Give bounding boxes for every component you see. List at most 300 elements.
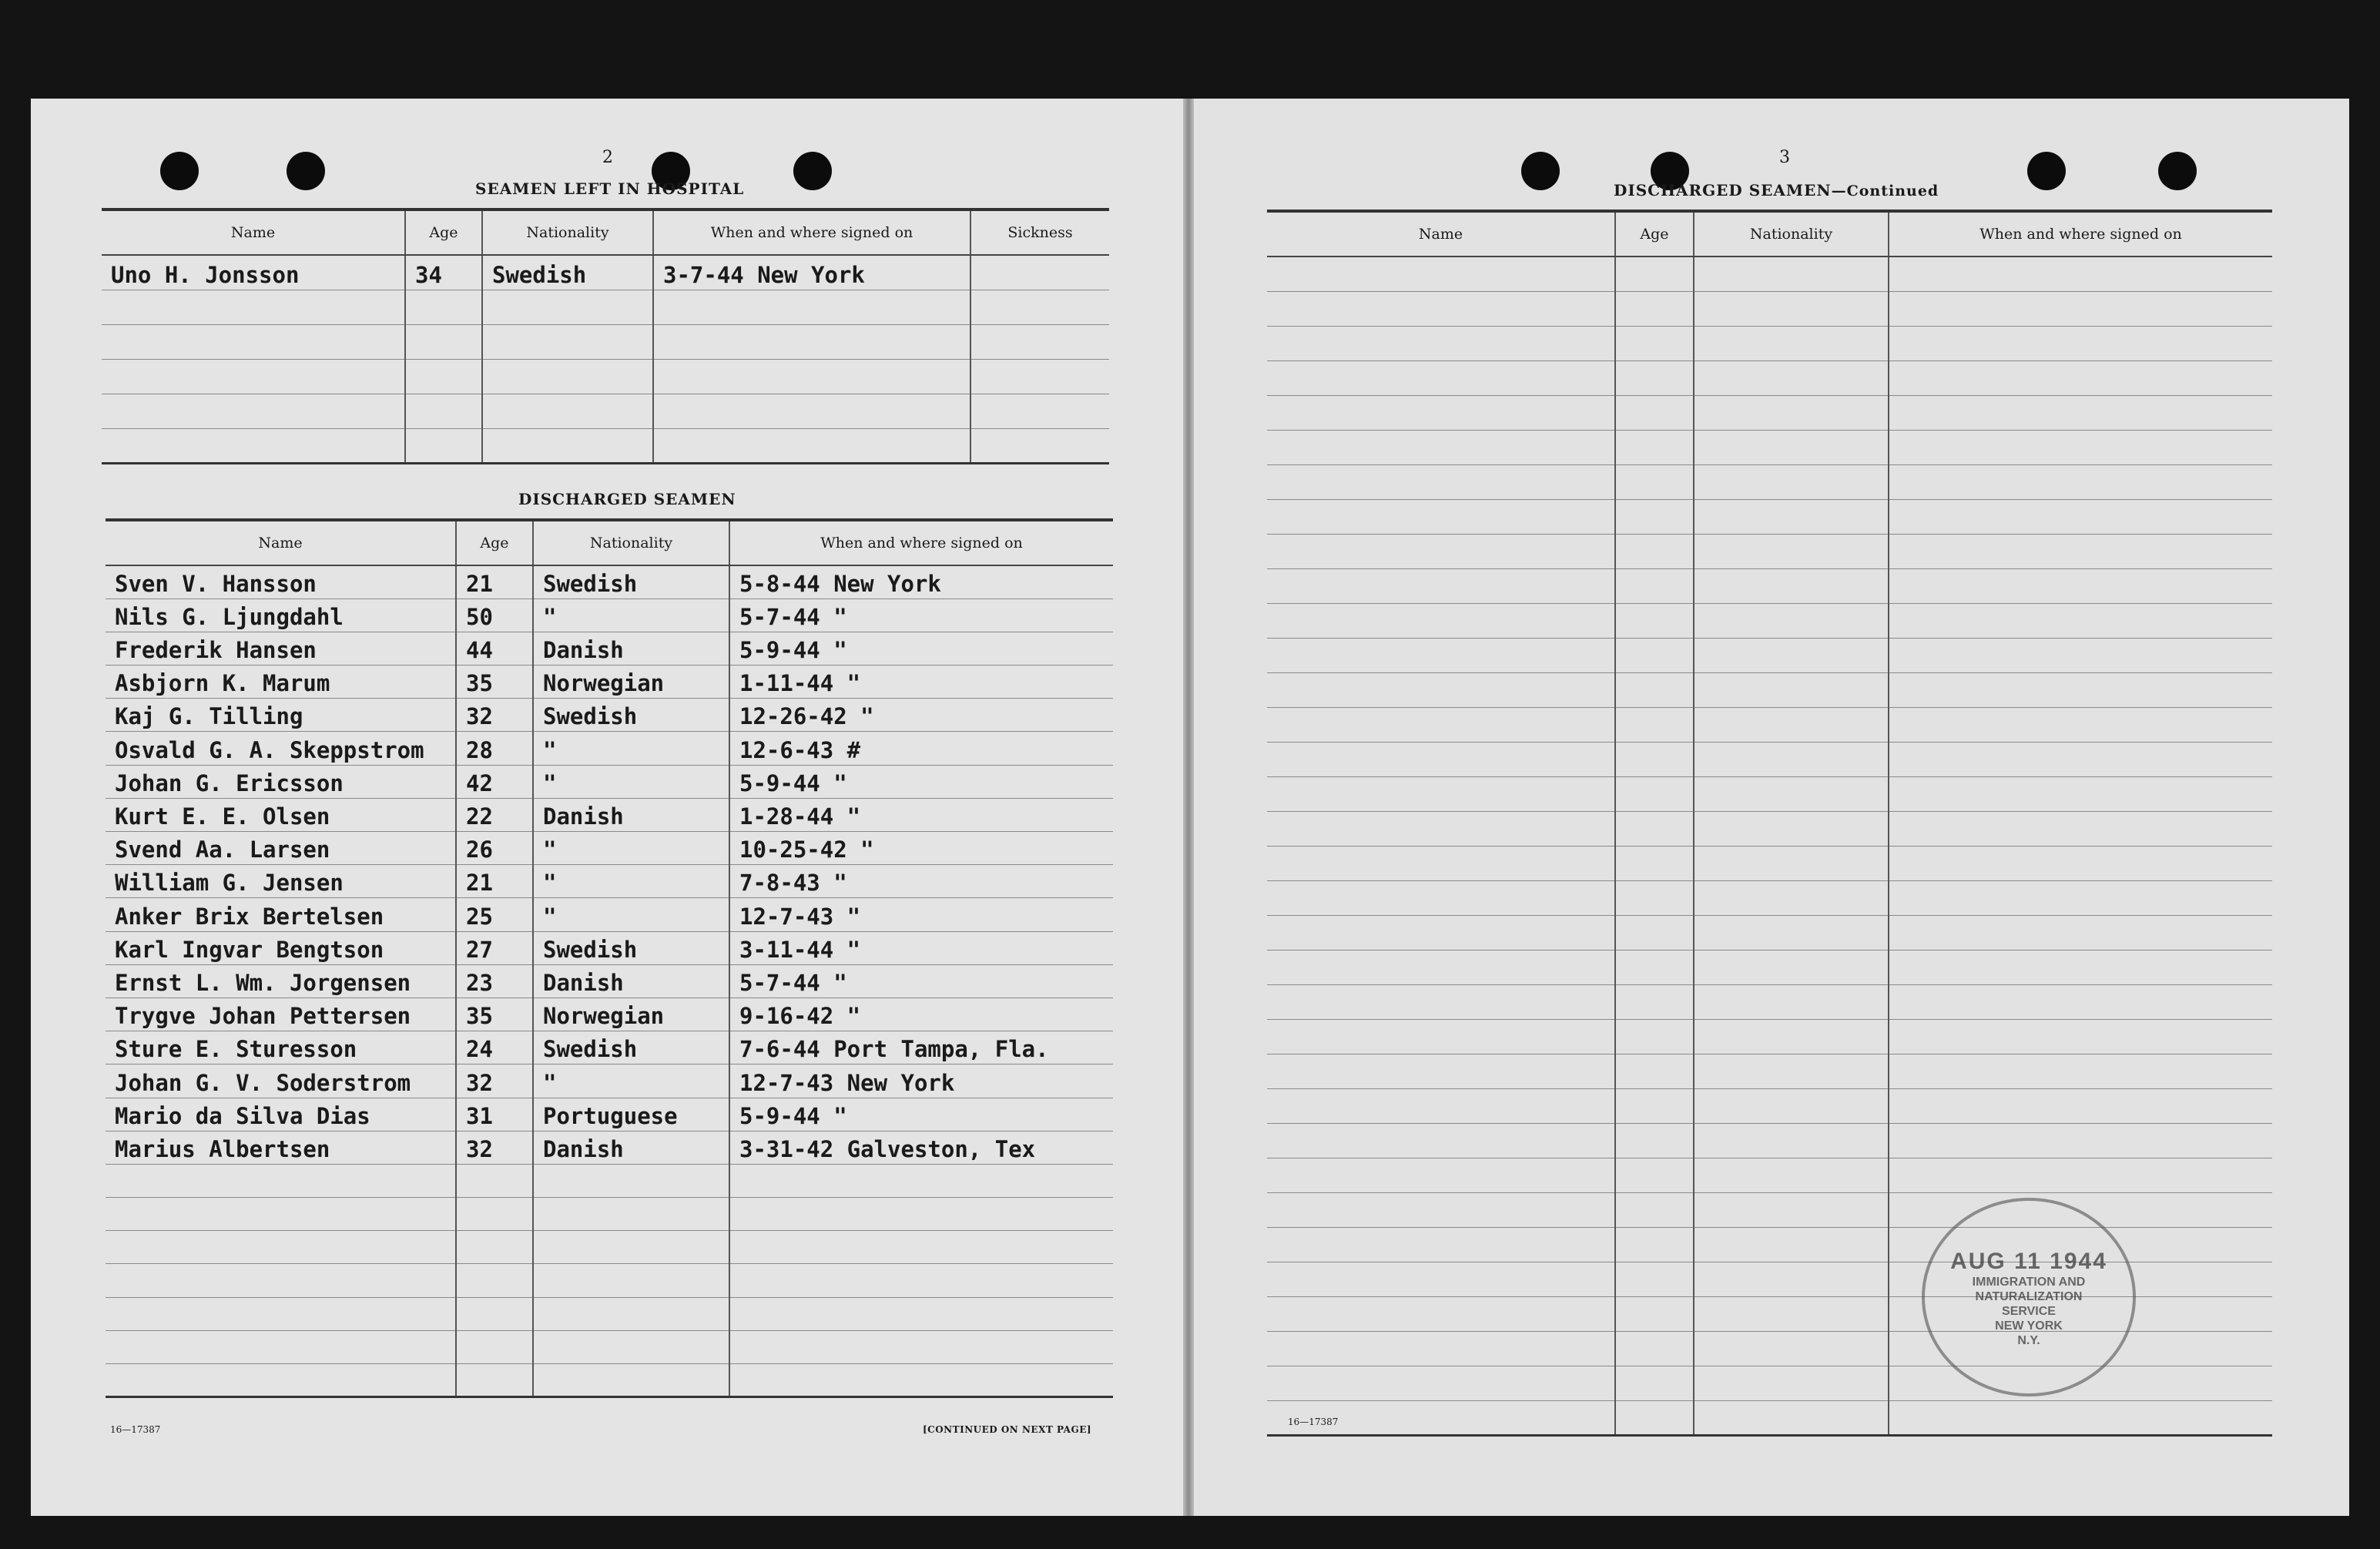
table-cell: 9-16-42 " [729, 997, 1113, 1031]
table-cell [970, 359, 1109, 394]
discharged-table [106, 518, 1113, 1398]
table-row [1267, 950, 2272, 984]
table-cell [1615, 1227, 1694, 1262]
table-cell [653, 290, 970, 324]
table-cell: " [533, 732, 729, 765]
table-cell [1889, 534, 2272, 568]
table-cell: Swedish [533, 699, 729, 732]
table-cell: 24 [456, 1031, 533, 1065]
table-cell [1694, 707, 1889, 742]
table-cell [1267, 568, 1615, 603]
table-row [106, 1198, 1113, 1231]
table-cell [970, 428, 1109, 463]
table-cell: Norwegian [533, 997, 729, 1031]
table-cell: 26 [456, 832, 533, 865]
immigration-stamp [1922, 1198, 2136, 1396]
table-cell [1615, 1019, 1694, 1054]
table-cell [1267, 360, 1615, 395]
table-cell [653, 359, 970, 394]
table-cell [1889, 256, 2272, 291]
punch-hole [2027, 152, 2066, 190]
stamp-date: AUG 11 1944 [1950, 1249, 2107, 1274]
table-cell: 5-9-44 " [729, 765, 1113, 798]
table-cell: Trygve Johan Pettersen [106, 997, 456, 1031]
table-cell: 3-31-42 Galveston, Tex [729, 1131, 1113, 1164]
table-cell [1694, 776, 1889, 811]
table-cell [106, 1264, 456, 1297]
table-row [1267, 603, 2272, 638]
table-cell [1267, 326, 1615, 360]
table-cell [1694, 672, 1889, 707]
table-cell: 3-11-44 " [729, 931, 1113, 964]
table-cell: 7-6-44 Port Tampa, Fla. [729, 1031, 1113, 1065]
table-cell [1889, 603, 2272, 638]
table-cell: 32 [456, 699, 533, 732]
table-cell [1267, 915, 1615, 950]
table-row [102, 428, 1109, 463]
table-cell [970, 255, 1109, 290]
table-cell [1889, 672, 2272, 707]
table-cell [1694, 360, 1889, 395]
table-cell [1615, 568, 1694, 603]
table-cell [1694, 1262, 1889, 1296]
table-cell [1267, 1262, 1615, 1296]
table-cell [405, 359, 482, 394]
table-row [106, 1231, 1113, 1264]
table-cell [106, 1231, 456, 1264]
table-cell [106, 1164, 456, 1197]
table-cell [533, 1297, 729, 1330]
table-cell [1615, 256, 1694, 291]
table-cell [970, 290, 1109, 324]
table-cell [405, 290, 482, 324]
table-cell [533, 1164, 729, 1197]
table-cell [106, 1198, 456, 1231]
stamp-line: NATURALIZATION [1975, 1290, 2083, 1303]
table-cell: 7-8-43 " [729, 865, 1113, 898]
table-cell [1267, 811, 1615, 846]
table-cell [653, 394, 970, 428]
table-cell [405, 394, 482, 428]
table-cell [1615, 1296, 1694, 1331]
table-cell [1615, 360, 1694, 395]
table-cell: Sven V. Hansson [106, 565, 456, 598]
table-cell [1694, 568, 1889, 603]
table-cell: 32 [456, 1131, 533, 1164]
table-row [106, 997, 1113, 1031]
table-cell [1267, 672, 1615, 707]
table-cell [1615, 915, 1694, 950]
table-cell [102, 428, 405, 463]
table-cell: Swedish [533, 931, 729, 964]
table-cell: Danish [533, 798, 729, 831]
table-cell [1267, 950, 1615, 984]
table-cell: Norwegian [533, 666, 729, 699]
table-cell [1889, 395, 2272, 430]
table-cell: Danish [533, 632, 729, 665]
table-cell [456, 1164, 533, 1197]
table-cell [1615, 672, 1694, 707]
table-cell [1267, 1192, 1615, 1227]
table-cell [1615, 430, 1694, 464]
table-cell: 22 [456, 798, 533, 831]
table-cell [1889, 1054, 2272, 1088]
left-form-number: 16—17387 [110, 1424, 161, 1435]
table-cell: 25 [456, 898, 533, 931]
table-cell [1615, 1331, 1694, 1366]
table-cell [1889, 1123, 2272, 1158]
punch-hole [287, 152, 325, 190]
col-header-sickness: Sickness [970, 210, 1109, 255]
table-cell [1615, 464, 1694, 499]
table-cell [533, 1198, 729, 1231]
table-cell: 42 [456, 765, 533, 798]
continued-section-title [1614, 181, 1939, 199]
table-cell [1889, 1400, 2272, 1435]
table-cell: " [533, 1065, 729, 1098]
table-cell [729, 1364, 1113, 1397]
col-header-name: Name [1267, 211, 1615, 256]
table-cell [1694, 256, 1889, 291]
table-cell: 35 [456, 666, 533, 699]
table-cell: 21 [456, 565, 533, 598]
table-cell [729, 1164, 1113, 1197]
hospital-table [102, 208, 1109, 464]
table-row [106, 898, 1113, 931]
punch-hole [2158, 152, 2197, 190]
continued-note: [CONTINUED ON NEXT PAGE] [923, 1424, 1092, 1435]
table-cell [533, 1231, 729, 1264]
punch-hole [793, 152, 832, 190]
table-cell [1615, 707, 1694, 742]
table-cell [1694, 1088, 1889, 1123]
table-cell [106, 1297, 456, 1330]
table-cell: Johan G. Ericsson [106, 765, 456, 798]
table-cell: Kaj G. Tilling [106, 699, 456, 732]
table-cell [1267, 1158, 1615, 1192]
table-cell [1615, 950, 1694, 984]
table-row [106, 1364, 1113, 1397]
table-row [1267, 499, 2272, 534]
table-row [102, 255, 1109, 290]
table-cell: 1-11-44 " [729, 666, 1113, 699]
table-row [1267, 1123, 2272, 1158]
col-header-age: Age [1615, 211, 1694, 256]
table-row [102, 394, 1109, 428]
table-cell [1694, 395, 1889, 430]
col-header-signed-on: When and where signed on [653, 210, 970, 255]
table-cell [1615, 1262, 1694, 1296]
table-row [1267, 915, 2272, 950]
table-cell [1267, 464, 1615, 499]
table-cell [102, 359, 405, 394]
table-row [106, 598, 1113, 632]
table-cell: 28 [456, 732, 533, 765]
table-row [1267, 256, 2272, 291]
table-cell [1694, 846, 1889, 880]
table-cell: 5-7-44 " [729, 964, 1113, 997]
table-cell [729, 1264, 1113, 1297]
table-cell [1267, 742, 1615, 776]
table-cell [1694, 534, 1889, 568]
table-cell [1267, 846, 1615, 880]
table-cell: " [533, 765, 729, 798]
table-row [1267, 568, 2272, 603]
table-cell: William G. Jensen [106, 865, 456, 898]
table-cell [1615, 846, 1694, 880]
table-cell [456, 1198, 533, 1231]
table-cell: Uno H. Jonsson [102, 255, 405, 290]
table-cell: " [533, 898, 729, 931]
table-row [106, 732, 1113, 765]
table-cell [102, 394, 405, 428]
table-cell: Kurt E. E. Olsen [106, 798, 456, 831]
table-cell [1889, 846, 2272, 880]
table-cell: 5-9-44 " [729, 1098, 1113, 1131]
table-row [106, 1065, 1113, 1098]
table-row [106, 1164, 1113, 1197]
table-cell: Nils G. Ljungdahl [106, 598, 456, 632]
table-cell [405, 324, 482, 359]
continued-title-main: DISCHARGED SEAMEN [1614, 181, 1832, 199]
table-row [1267, 1192, 2272, 1227]
table-row [1267, 395, 2272, 430]
table-cell: 12-7-43 " [729, 898, 1113, 931]
table-cell: Anker Brix Bertelsen [106, 898, 456, 931]
table-row [1267, 430, 2272, 464]
table-cell [1694, 1123, 1889, 1158]
table-row [106, 632, 1113, 665]
stamp-line: SERVICE [2002, 1305, 2056, 1318]
table-row [1267, 1088, 2272, 1123]
table-cell [1615, 326, 1694, 360]
table-row [106, 565, 1113, 598]
hospital-section-title: SEAMEN LEFT IN HOSPITAL [475, 179, 745, 198]
table-row [106, 931, 1113, 964]
table-cell [1267, 1019, 1615, 1054]
col-header-signed-on: When and where signed on [729, 520, 1113, 565]
table-row [106, 699, 1113, 732]
table-cell: 44 [456, 632, 533, 665]
table-cell: 50 [456, 598, 533, 632]
table-cell [729, 1330, 1113, 1363]
table-cell [1267, 603, 1615, 638]
table-cell: 12-7-43 New York [729, 1065, 1113, 1098]
table-cell: 12-26-42 " [729, 699, 1113, 732]
table-row [1267, 326, 2272, 360]
table-cell [1694, 1019, 1889, 1054]
table-row [1267, 1019, 2272, 1054]
table-row [1267, 880, 2272, 915]
table-cell [1694, 1366, 1889, 1400]
table-row [1267, 1158, 2272, 1192]
table-cell [533, 1264, 729, 1297]
table-cell: Ernst L. Wm. Jorgensen [106, 964, 456, 997]
table-row [1267, 1400, 2272, 1435]
table-cell [456, 1231, 533, 1264]
table-cell [1267, 256, 1615, 291]
table-cell: 35 [456, 997, 533, 1031]
table-cell: Swedish [482, 255, 653, 290]
table-row [106, 1330, 1113, 1363]
table-row [1267, 707, 2272, 742]
table-cell: 5-9-44 " [729, 632, 1113, 665]
table-row [1267, 742, 2272, 776]
table-cell [1615, 1158, 1694, 1192]
table-cell [1267, 291, 1615, 326]
punch-hole [160, 152, 199, 190]
table-row [102, 290, 1109, 324]
table-cell [405, 428, 482, 463]
table-cell: " [533, 598, 729, 632]
table-cell [1694, 811, 1889, 846]
col-header-name: Name [102, 210, 405, 255]
left-page-number: 2 [602, 148, 613, 167]
table-cell [1267, 984, 1615, 1019]
table-row [102, 359, 1109, 394]
right-form-number: 16—17387 [1288, 1417, 1339, 1427]
table-cell: 5-7-44 " [729, 598, 1113, 632]
table-cell: 1-28-44 " [729, 798, 1113, 831]
table-cell [1889, 915, 2272, 950]
table-cell [1694, 984, 1889, 1019]
table-cell: Asbjorn K. Marum [106, 666, 456, 699]
table-cell [482, 394, 653, 428]
table-cell [653, 324, 970, 359]
table-cell: Swedish [533, 565, 729, 598]
table-cell: " [533, 865, 729, 898]
table-cell: 12-6-43 # [729, 732, 1113, 765]
stamp-line: NEW YORK [1995, 1319, 2063, 1333]
table-cell [1615, 742, 1694, 776]
table-cell: Mario da Silva Dias [106, 1098, 456, 1131]
table-cell [970, 394, 1109, 428]
table-cell [482, 290, 653, 324]
table-cell [1694, 1331, 1889, 1366]
table-cell [729, 1297, 1113, 1330]
table-cell [1694, 291, 1889, 326]
table-cell [1694, 1158, 1889, 1192]
table-cell [1615, 1192, 1694, 1227]
table-cell [1615, 638, 1694, 672]
table-cell [1615, 880, 1694, 915]
table-row [106, 1131, 1113, 1164]
col-header-signed-on: When and where signed on [1889, 211, 2272, 256]
table-cell [1267, 430, 1615, 464]
table-cell [1615, 1366, 1694, 1400]
table-cell [482, 428, 653, 463]
table-row [106, 1098, 1113, 1131]
table-cell [1615, 984, 1694, 1019]
table-cell [1694, 1227, 1889, 1262]
table-cell [1267, 880, 1615, 915]
table-cell [1889, 742, 2272, 776]
table-cell [1889, 464, 2272, 499]
table-cell: 5-8-44 New York [729, 565, 1113, 598]
table-row [106, 1297, 1113, 1330]
table-cell [1615, 499, 1694, 534]
table-cell [1615, 811, 1694, 846]
table-cell: Karl Ingvar Bengtson [106, 931, 456, 964]
table-cell [1889, 1088, 2272, 1123]
table-cell [1889, 638, 2272, 672]
table-row [106, 964, 1113, 997]
table-cell [1267, 776, 1615, 811]
table-cell [533, 1364, 729, 1397]
table-row [1267, 776, 2272, 811]
stamp-line: IMMIGRATION AND [1972, 1276, 2086, 1289]
table-row [1267, 811, 2272, 846]
table-cell: 3-7-44 New York [653, 255, 970, 290]
table-cell: " [533, 832, 729, 865]
table-cell [1694, 950, 1889, 984]
table-cell: 27 [456, 931, 533, 964]
table-cell [1267, 534, 1615, 568]
table-cell [1889, 1019, 2272, 1054]
table-cell [1694, 499, 1889, 534]
table-cell: 10-25-42 " [729, 832, 1113, 865]
table-cell [1267, 638, 1615, 672]
table-cell [1889, 707, 2272, 742]
table-cell [1694, 430, 1889, 464]
table-cell [1694, 326, 1889, 360]
continued-title-suffix: —Continued [1831, 183, 1939, 199]
table-cell [482, 324, 653, 359]
table-row [1267, 291, 2272, 326]
table-cell: 21 [456, 865, 533, 898]
table-cell [1889, 568, 2272, 603]
table-cell: Danish [533, 964, 729, 997]
table-cell: Johan G. V. Soderstrom [106, 1065, 456, 1098]
table-row [106, 666, 1113, 699]
table-cell: Osvald G. A. Skeppstrom [106, 732, 456, 765]
table-cell [1267, 1054, 1615, 1088]
table-cell: Danish [533, 1131, 729, 1164]
table-cell [1694, 464, 1889, 499]
table-cell [1889, 880, 2272, 915]
table-row [106, 798, 1113, 831]
table-cell [1267, 499, 1615, 534]
table-cell [653, 428, 970, 463]
table-cell [1615, 395, 1694, 430]
table-cell [102, 324, 405, 359]
table-cell [1694, 603, 1889, 638]
table-cell: Portuguese [533, 1098, 729, 1131]
table-cell: Frederik Hansen [106, 632, 456, 665]
table-cell [729, 1198, 1113, 1231]
table-cell [1615, 1123, 1694, 1158]
table-cell: 32 [456, 1065, 533, 1098]
table-cell [1694, 915, 1889, 950]
table-cell [1267, 1227, 1615, 1262]
table-row [1267, 464, 2272, 499]
table-row [102, 324, 1109, 359]
table-row [1267, 638, 2272, 672]
table-cell [1267, 1296, 1615, 1331]
table-cell [456, 1364, 533, 1397]
right-page-number: 3 [1779, 148, 1790, 167]
table-cell [1889, 811, 2272, 846]
col-header-nationality: Nationality [482, 210, 653, 255]
table-cell [533, 1330, 729, 1363]
punch-hole [1521, 152, 1560, 190]
table-cell [1267, 1366, 1615, 1400]
table-cell [1694, 1054, 1889, 1088]
table-cell: 31 [456, 1098, 533, 1131]
table-cell [1267, 395, 1615, 430]
table-cell [106, 1330, 456, 1363]
table-cell [1889, 326, 2272, 360]
